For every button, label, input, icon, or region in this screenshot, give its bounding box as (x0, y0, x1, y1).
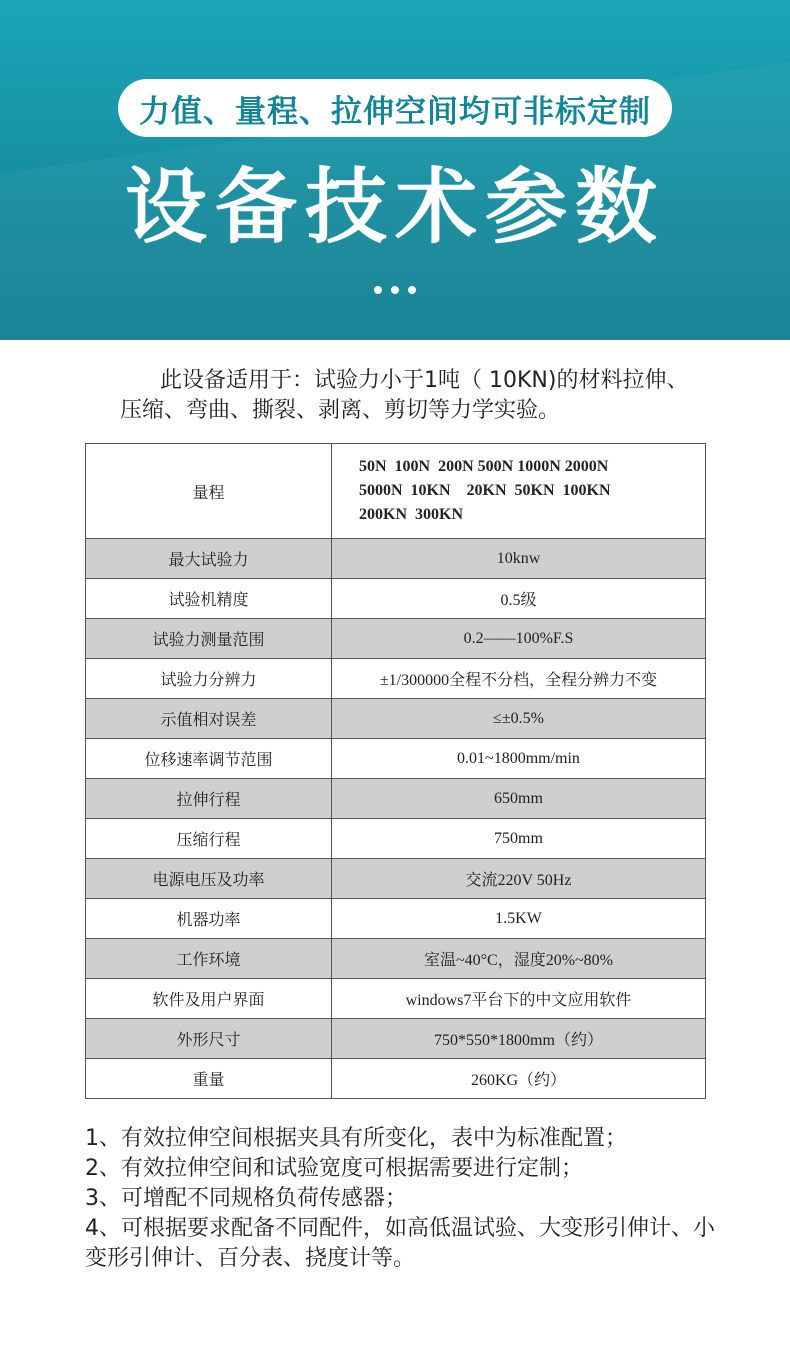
spec-value: 0.01~1800mm/min (332, 739, 706, 779)
range-value (332, 444, 706, 539)
spec-value: windows7平台下的中文应用软件 (332, 979, 706, 1019)
decorative-dots (0, 286, 790, 294)
page-title: 设备技术参数 (124, 160, 665, 255)
tagline-pill: 力值、量程、拉伸空间均可非标定制 (118, 79, 672, 137)
note-item: 4、可根据要求配备不同配件，如高低温试验、大变形引伸计、小变形引伸计、百分表、挠度计等。 (85, 1216, 715, 1271)
range-line: 200KN 300KN (359, 506, 463, 523)
table-row (86, 1019, 706, 1059)
notes-list (85, 1124, 725, 1274)
spec-table (85, 443, 706, 1099)
table-row (86, 939, 706, 979)
spec-value: 0.2——100%F.S (332, 619, 706, 659)
table-row (86, 619, 706, 659)
range-line: 50N 100N 200N 500N 1000N 2000N (359, 458, 609, 475)
spec-label: 最大试验力 (86, 539, 332, 579)
spec-label: 试验力分辨力 (86, 659, 332, 699)
table-row (86, 659, 706, 699)
spec-label: 工作环境 (86, 939, 332, 979)
table-row (86, 1059, 706, 1099)
table-row (86, 699, 706, 739)
spec-label: 电源电压及功率 (86, 859, 332, 899)
spec-label: 重量 (86, 1059, 332, 1099)
spec-label: 软件及用户界面 (86, 979, 332, 1019)
dot-icon (408, 286, 416, 294)
spec-label: 外形尺寸 (86, 1019, 332, 1059)
header-banner (0, 0, 790, 340)
spec-value: 0.5级 (332, 579, 706, 619)
spec-value: 260KG（约） (332, 1059, 706, 1099)
spec-label: 压缩行程 (86, 819, 332, 859)
table-row (86, 859, 706, 899)
spec-value: 10knw (332, 539, 706, 579)
spec-label: 量程 (86, 444, 332, 539)
note-item: 3、可增配不同规格负荷传感器； (85, 1186, 407, 1211)
table-row (86, 979, 706, 1019)
table-row (86, 539, 706, 579)
dot-icon (391, 286, 399, 294)
spec-value: 室温~40°C，湿度20%~80% (332, 939, 706, 979)
table-row (86, 779, 706, 819)
spec-value: ±1/300000全程不分档，全程分辨力不变 (332, 659, 706, 699)
spec-label: 试验力测量范围 (86, 619, 332, 659)
spec-label: 试验机精度 (86, 579, 332, 619)
spec-value: 750mm (332, 819, 706, 859)
spec-value: ≤±0.5% (332, 699, 706, 739)
spec-label: 拉伸行程 (86, 779, 332, 819)
spec-value: 650mm (332, 779, 706, 819)
spec-value: 交流220V 50Hz (332, 859, 706, 899)
table-row (86, 579, 706, 619)
note-item: 1、有效拉伸空间根据夹具有所变化，表中为标准配置； (85, 1126, 627, 1151)
table-row (86, 899, 706, 939)
spec-label: 位移速率调节范围 (86, 739, 332, 779)
intro-text: 此设备适用于：试验力小于1吨（ 10KN)的材料拉伸、压缩、弯曲、撕裂、剥离、剪切等力学实验。 (120, 368, 689, 423)
dot-icon (374, 286, 382, 294)
spec-value: 1.5KW (332, 899, 706, 939)
range-line: 5000N 10KN 20KN 50KN 100KN (359, 482, 611, 499)
note-item: 2、有效拉伸空间和试验宽度可根据需要进行定制； (85, 1156, 583, 1181)
spec-label: 机器功率 (86, 899, 332, 939)
table-row (86, 819, 706, 859)
spec-label: 示值相对误差 (86, 699, 332, 739)
table-row (86, 739, 706, 779)
spec-value: 750*550*1800mm（约） (332, 1019, 706, 1059)
table-row (86, 444, 706, 539)
